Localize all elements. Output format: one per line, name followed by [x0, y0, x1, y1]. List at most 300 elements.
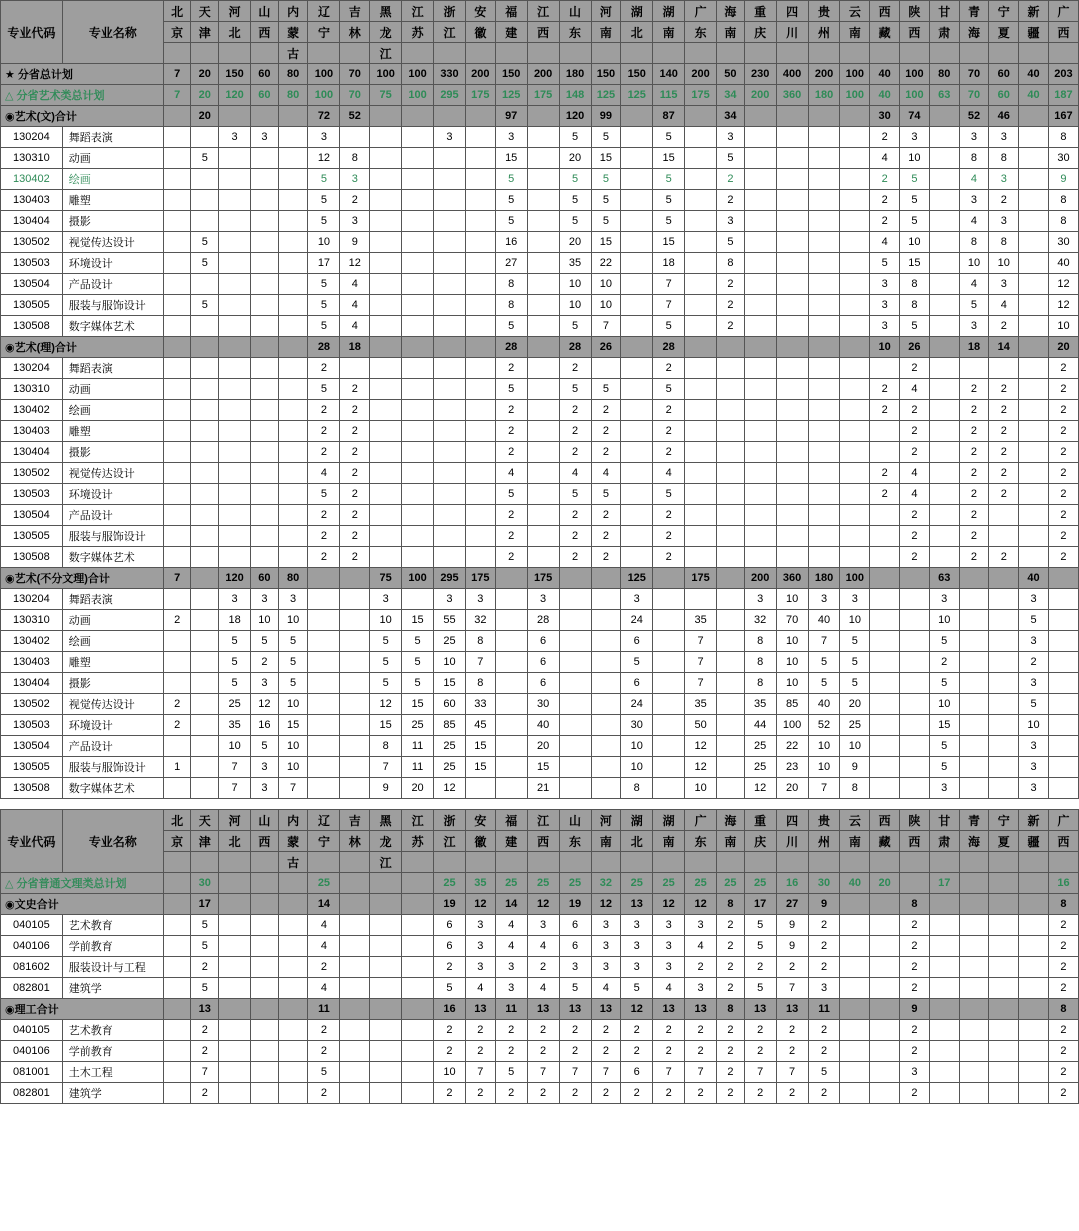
- quota-cell: [685, 295, 717, 316]
- quota-cell: [959, 894, 989, 915]
- quota-cell: [219, 894, 251, 915]
- quota-cell: 5: [744, 915, 776, 936]
- quota-cell: [929, 978, 959, 999]
- quota-cell: 100: [900, 85, 930, 106]
- major-code: 130503: [1, 253, 63, 274]
- quota-cell: [163, 1041, 191, 1062]
- quota-cell: [163, 894, 191, 915]
- quota-cell: 85: [776, 694, 808, 715]
- quota-cell: [278, 106, 308, 127]
- quota-cell: 2: [495, 358, 527, 379]
- quota-cell: 100: [402, 64, 434, 85]
- quota-cell: [717, 736, 745, 757]
- province-char: [653, 43, 685, 64]
- table-row: [1, 232, 1079, 253]
- quota-cell: [191, 715, 219, 736]
- quota-cell: 13: [591, 999, 621, 1020]
- quota-cell: 12: [527, 894, 559, 915]
- table-row: [1, 85, 1079, 106]
- quota-cell: [402, 232, 434, 253]
- quota-cell: [840, 999, 870, 1020]
- quota-cell: 60: [989, 85, 1019, 106]
- quota-cell: [465, 379, 495, 400]
- quota-cell: 3: [717, 211, 745, 232]
- major-code: 040106: [1, 1041, 63, 1062]
- quota-cell: 115: [653, 85, 685, 106]
- quota-cell: 2: [559, 505, 591, 526]
- province-char: [870, 43, 900, 64]
- quota-cell: 5: [808, 652, 840, 673]
- quota-cell: [402, 106, 434, 127]
- province-char: 西: [251, 22, 279, 43]
- quota-cell: [959, 1020, 989, 1041]
- quota-cell: [685, 442, 717, 463]
- quota-cell: [929, 379, 959, 400]
- quota-cell: 70: [959, 64, 989, 85]
- quota-cell: [959, 568, 989, 589]
- quota-cell: 2: [434, 957, 466, 978]
- quota-cell: [278, 547, 308, 568]
- quota-cell: [900, 589, 930, 610]
- province-char: [191, 852, 219, 873]
- quota-cell: [744, 421, 776, 442]
- quota-cell: 18: [219, 610, 251, 631]
- quota-cell: 3: [465, 936, 495, 957]
- province-char: 广: [685, 1, 717, 22]
- quota-cell: [621, 211, 653, 232]
- table-row: [1, 358, 1079, 379]
- quota-cell: [278, 915, 308, 936]
- quota-cell: 10: [776, 631, 808, 652]
- major-name: 建筑学: [62, 978, 163, 999]
- quota-cell: [340, 358, 370, 379]
- quota-cell: 18: [653, 253, 685, 274]
- quota-cell: 10: [434, 1062, 466, 1083]
- quota-cell: 2: [989, 190, 1019, 211]
- quota-cell: [370, 211, 402, 232]
- quota-cell: 120: [219, 85, 251, 106]
- major-name: 雕塑: [62, 652, 163, 673]
- quota-cell: 9: [340, 232, 370, 253]
- quota-cell: [340, 1020, 370, 1041]
- quota-cell: [840, 127, 870, 148]
- quota-cell: 5: [495, 190, 527, 211]
- quota-cell: [621, 127, 653, 148]
- quota-cell: 40: [870, 64, 900, 85]
- province-char: [989, 43, 1019, 64]
- quota-cell: [870, 1062, 900, 1083]
- province-char: 江: [402, 1, 434, 22]
- quota-cell: [621, 400, 653, 421]
- province-char: 庆: [744, 831, 776, 852]
- province-char: 湖: [621, 810, 653, 831]
- quota-cell: 8: [989, 148, 1019, 169]
- quota-cell: [219, 253, 251, 274]
- quota-cell: [1019, 274, 1049, 295]
- quota-cell: 8: [744, 673, 776, 694]
- quota-cell: 5: [191, 915, 219, 936]
- province-char: [251, 43, 279, 64]
- quota-cell: 12: [591, 894, 621, 915]
- quota-cell: [434, 400, 466, 421]
- quota-cell: [402, 589, 434, 610]
- table-header-2: [1, 810, 1079, 873]
- quota-cell: 9: [776, 915, 808, 936]
- quota-cell: [870, 526, 900, 547]
- province-char: 甘: [929, 810, 959, 831]
- major-name: 数字媒体艺术: [62, 547, 163, 568]
- quota-cell: 2: [495, 442, 527, 463]
- quota-cell: [1019, 211, 1049, 232]
- quota-cell: 2: [1048, 1020, 1078, 1041]
- quota-cell: [621, 169, 653, 190]
- quota-cell: [402, 547, 434, 568]
- quota-cell: 8: [465, 631, 495, 652]
- quota-cell: 3: [591, 957, 621, 978]
- quota-cell: [163, 127, 191, 148]
- quota-cell: [840, 936, 870, 957]
- quota-cell: [744, 148, 776, 169]
- quota-cell: 40: [808, 694, 840, 715]
- quota-cell: 2: [900, 978, 930, 999]
- quota-cell: [1019, 1020, 1049, 1041]
- quota-cell: [370, 484, 402, 505]
- quota-cell: [717, 547, 745, 568]
- province-char: 西: [1048, 831, 1078, 852]
- quota-cell: 20: [840, 694, 870, 715]
- quota-cell: 2: [1048, 936, 1078, 957]
- quota-cell: [465, 169, 495, 190]
- major-code: 130403: [1, 652, 63, 673]
- province-char: [559, 43, 591, 64]
- province-char: 夏: [989, 831, 1019, 852]
- quota-cell: 175: [685, 85, 717, 106]
- quota-cell: [989, 915, 1019, 936]
- quota-cell: [1019, 463, 1049, 484]
- quota-cell: 11: [495, 999, 527, 1020]
- quota-cell: [251, 1083, 279, 1104]
- quota-cell: [527, 127, 559, 148]
- quota-cell: [929, 915, 959, 936]
- quota-cell: [744, 274, 776, 295]
- quota-cell: 175: [465, 85, 495, 106]
- quota-cell: 4: [308, 915, 340, 936]
- quota-cell: 2: [653, 505, 685, 526]
- quota-cell: 2: [717, 1041, 745, 1062]
- quota-cell: 25: [495, 873, 527, 894]
- quota-cell: [717, 484, 745, 505]
- quota-cell: [191, 484, 219, 505]
- major-name: 视觉传达设计: [62, 232, 163, 253]
- quota-cell: [278, 1020, 308, 1041]
- quota-cell: [340, 736, 370, 757]
- province-char: [1019, 43, 1049, 64]
- quota-cell: [685, 190, 717, 211]
- quota-cell: [685, 106, 717, 127]
- quota-cell: 13: [465, 999, 495, 1020]
- quota-cell: 5: [402, 631, 434, 652]
- quota-cell: 2: [308, 1020, 340, 1041]
- quota-cell: [251, 1041, 279, 1062]
- quota-cell: 2: [163, 694, 191, 715]
- table-row: [1, 736, 1079, 757]
- quota-cell: [434, 463, 466, 484]
- quota-cell: 125: [621, 568, 653, 589]
- quota-cell: 3: [808, 589, 840, 610]
- quota-cell: 2: [653, 1083, 685, 1104]
- quota-cell: [744, 211, 776, 232]
- table-row: [1, 211, 1079, 232]
- quota-cell: 9: [808, 894, 840, 915]
- quota-cell: [959, 936, 989, 957]
- quota-cell: [308, 673, 340, 694]
- quota-cell: 3: [653, 915, 685, 936]
- quota-cell: [621, 274, 653, 295]
- quota-cell: [219, 379, 251, 400]
- quota-cell: 12: [621, 999, 653, 1020]
- province-char: 东: [685, 831, 717, 852]
- quota-cell: 10: [776, 652, 808, 673]
- province-char: [434, 852, 466, 873]
- quota-cell: [370, 442, 402, 463]
- province-char: 川: [776, 831, 808, 852]
- quota-cell: [278, 169, 308, 190]
- quota-cell: 20: [191, 64, 219, 85]
- quota-cell: [685, 421, 717, 442]
- quota-cell: 8: [495, 274, 527, 295]
- quota-cell: [278, 316, 308, 337]
- quota-cell: 2: [191, 957, 219, 978]
- quota-cell: 140: [653, 64, 685, 85]
- province-char: 南: [653, 22, 685, 43]
- quota-cell: 7: [191, 1062, 219, 1083]
- quota-cell: [163, 232, 191, 253]
- province-char: 四: [776, 1, 808, 22]
- province-char: 山: [251, 1, 279, 22]
- quota-cell: 20: [559, 148, 591, 169]
- group-title: △ 分省普通文理类总计划: [1, 873, 164, 894]
- quota-cell: 25: [744, 757, 776, 778]
- quota-cell: [653, 757, 685, 778]
- quota-cell: 2: [685, 1020, 717, 1041]
- quota-cell: 5: [495, 316, 527, 337]
- quota-cell: 6: [621, 673, 653, 694]
- quota-cell: [308, 631, 340, 652]
- quota-cell: 3: [1019, 589, 1049, 610]
- quota-cell: 2: [191, 1020, 219, 1041]
- quota-cell: 2: [1048, 547, 1078, 568]
- province-char: 江: [370, 43, 402, 64]
- quota-cell: [559, 694, 591, 715]
- quota-cell: 3: [1019, 631, 1049, 652]
- table-row: [1, 316, 1079, 337]
- major-code: 130505: [1, 295, 63, 316]
- quota-cell: [219, 1083, 251, 1104]
- quota-cell: [278, 379, 308, 400]
- quota-cell: [340, 673, 370, 694]
- quota-cell: 5: [219, 673, 251, 694]
- quota-cell: 2: [717, 915, 745, 936]
- quota-cell: 3: [251, 673, 279, 694]
- province-char: 青: [959, 1, 989, 22]
- quota-cell: 8: [989, 232, 1019, 253]
- quota-cell: [900, 873, 930, 894]
- quota-cell: [959, 694, 989, 715]
- quota-cell: [1019, 127, 1049, 148]
- quota-cell: [559, 610, 591, 631]
- province-char: 天: [191, 810, 219, 831]
- quota-cell: [163, 379, 191, 400]
- quota-cell: [251, 957, 279, 978]
- quota-cell: 8: [744, 631, 776, 652]
- major-code: 130502: [1, 463, 63, 484]
- quota-cell: [591, 757, 621, 778]
- quota-cell: 2: [744, 1083, 776, 1104]
- province-char: 疆: [1019, 831, 1049, 852]
- quota-cell: [1019, 148, 1049, 169]
- quota-cell: 200: [465, 64, 495, 85]
- quota-cell: 2: [717, 936, 745, 957]
- group-title: △ 分省艺术类总计划: [1, 85, 164, 106]
- group-title: ◉文史合计: [1, 894, 164, 915]
- province-char: 徽: [465, 831, 495, 852]
- quota-cell: [685, 274, 717, 295]
- quota-cell: [929, 484, 959, 505]
- quota-cell: [685, 316, 717, 337]
- quota-cell: [870, 610, 900, 631]
- quota-cell: 25: [527, 873, 559, 894]
- table-row: [1, 463, 1079, 484]
- quota-cell: [340, 936, 370, 957]
- quota-cell: 35: [559, 253, 591, 274]
- quota-cell: 5: [840, 652, 870, 673]
- quota-cell: [402, 873, 434, 894]
- group-title: ★ 分省总计划: [1, 64, 164, 85]
- quota-cell: [402, 169, 434, 190]
- province-char: [163, 43, 191, 64]
- quota-cell: 3: [653, 936, 685, 957]
- quota-cell: [929, 337, 959, 358]
- province-char: 建: [495, 22, 527, 43]
- quota-cell: [340, 1041, 370, 1062]
- quota-cell: [340, 127, 370, 148]
- quota-cell: [434, 190, 466, 211]
- quota-cell: [370, 505, 402, 526]
- quota-cell: [251, 421, 279, 442]
- quota-cell: 7: [653, 295, 685, 316]
- quota-cell: 2: [959, 442, 989, 463]
- quota-cell: 28: [527, 610, 559, 631]
- province-char: [191, 43, 219, 64]
- quota-cell: [402, 894, 434, 915]
- province-char: [959, 43, 989, 64]
- province-char: 江: [527, 1, 559, 22]
- quota-cell: 15: [465, 757, 495, 778]
- quota-cell: 16: [1048, 873, 1078, 894]
- quota-cell: [808, 400, 840, 421]
- quota-cell: 3: [527, 589, 559, 610]
- table-row: [1, 148, 1079, 169]
- quota-cell: 2: [527, 957, 559, 978]
- quota-cell: [527, 442, 559, 463]
- quota-cell: [163, 148, 191, 169]
- major-code: 130204: [1, 358, 63, 379]
- quota-cell: [870, 957, 900, 978]
- quota-cell: [717, 337, 745, 358]
- quota-cell: 5: [559, 127, 591, 148]
- province-char: 湖: [653, 810, 685, 831]
- quota-cell: 5: [840, 631, 870, 652]
- table-row: [1, 568, 1079, 589]
- quota-cell: [191, 316, 219, 337]
- province-char: 云: [840, 1, 870, 22]
- quota-cell: 10: [989, 253, 1019, 274]
- quota-cell: 2: [717, 1083, 745, 1104]
- quota-cell: [370, 894, 402, 915]
- quota-cell: 3: [808, 978, 840, 999]
- quota-cell: 17: [308, 253, 340, 274]
- quota-cell: [191, 190, 219, 211]
- quota-cell: [465, 421, 495, 442]
- quota-cell: [1019, 526, 1049, 547]
- quota-cell: 4: [989, 295, 1019, 316]
- province-char: 龙: [370, 22, 402, 43]
- quota-cell: [808, 463, 840, 484]
- quota-cell: [840, 547, 870, 568]
- quota-cell: [840, 295, 870, 316]
- quota-cell: 2: [559, 442, 591, 463]
- quota-cell: 70: [776, 610, 808, 631]
- major-code: 130504: [1, 274, 63, 295]
- quota-cell: [402, 316, 434, 337]
- province-char: [402, 852, 434, 873]
- quota-cell: [621, 358, 653, 379]
- group-title: ◉艺术(理)合计: [1, 337, 164, 358]
- province-char: 徽: [465, 22, 495, 43]
- quota-cell: [959, 631, 989, 652]
- quota-cell: 8: [959, 148, 989, 169]
- quota-cell: [219, 400, 251, 421]
- quota-cell: 10: [591, 295, 621, 316]
- quota-cell: [340, 631, 370, 652]
- quota-cell: [900, 568, 930, 589]
- section-divider: [0, 799, 1079, 809]
- province-char: 宁: [989, 810, 1019, 831]
- quota-cell: 2: [591, 400, 621, 421]
- quota-cell: [495, 694, 527, 715]
- quota-cell: 2: [340, 547, 370, 568]
- table-row: [1, 999, 1079, 1020]
- quota-cell: 2: [900, 442, 930, 463]
- table-body-2: [1, 873, 1079, 1104]
- quota-cell: 5: [402, 673, 434, 694]
- quota-cell: 2: [308, 547, 340, 568]
- quota-cell: 2: [744, 1020, 776, 1041]
- quota-cell: [191, 358, 219, 379]
- quota-cell: [717, 757, 745, 778]
- quota-cell: 3: [1019, 736, 1049, 757]
- quota-cell: [370, 190, 402, 211]
- quota-cell: 2: [685, 1083, 717, 1104]
- quota-cell: [685, 211, 717, 232]
- quota-cell: [402, 400, 434, 421]
- quota-cell: [278, 190, 308, 211]
- quota-cell: 10: [840, 736, 870, 757]
- quota-cell: 60: [251, 64, 279, 85]
- quota-cell: 4: [870, 232, 900, 253]
- province-char: [900, 43, 930, 64]
- quota-cell: [559, 778, 591, 799]
